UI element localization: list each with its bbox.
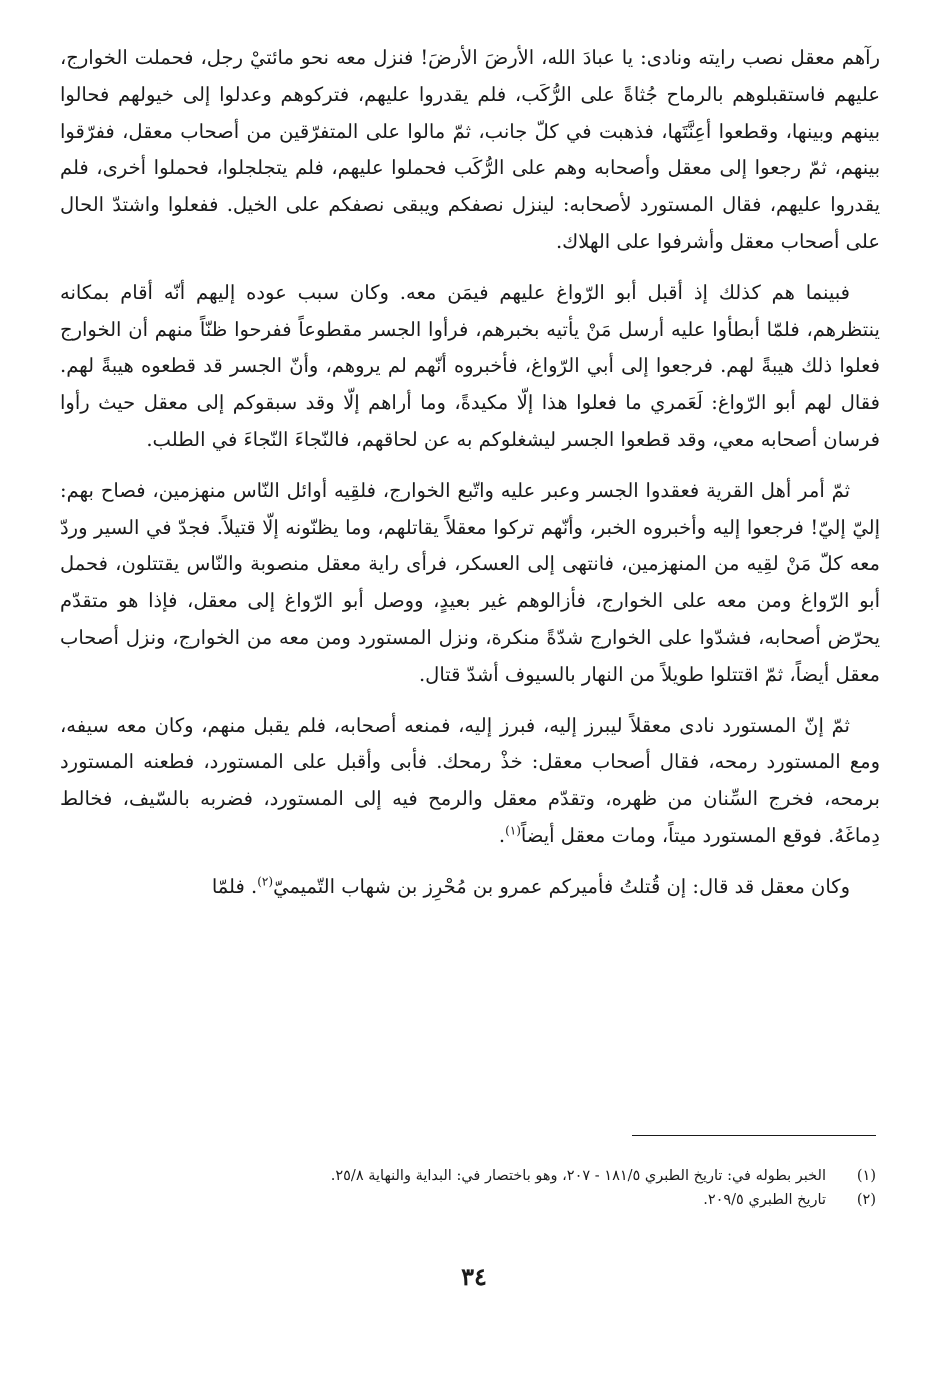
footnotes (76, 1164, 876, 1212)
footnote-1 (76, 1164, 876, 1188)
paragraph-4: ثمّ إنّ المستورد نادى معقلاً ليبرز إليه، فبرز إليه، فمنعه أصحابه، فلم يقبل منهم، وكان معه سيفه، ومع المستورد رمحه، فقال أصحاب معقل: خذْ رمحك. فأبى وأقبل على المستورد، فطعنه المستورد برمحه، فخرج السِّنان من ظهره، وتقدّم معقل والرمح فيه إلى المستورد، فضربه بالسّيف، فخالط دِماغَهُ. فوقع المستورد ميتاً، ومات معقل أيضاً$^{(١)}$. (60, 713, 880, 847)
paragraph-4-text: ثمّ إنّ المستورد نادى معقلاً ليبرز إليه، فبرز إليه، فمنعه أصحابه، فلم يقبل منهم، وكان معه سيفه، ومع المستورد رمحه، فقال أصحاب معقل: خذْ رمحك. فأبى وأقبل على المستورد، فطعنه المستورد برمحه، فخرج السِّنان من ظهره، وتقدّم معقل والرمح فيه إلى المستورد، فضربه بالسّيف، فخالط دِماغَهُ. فوقع المستورد ميتاً، ومات معقل أيضاً (60, 713, 880, 847)
paragraph-5-text: وكان معقل قد قال: إن قُتلتُ فأميركم عمرو بن مُحْرِز بن شهاب التّميميّ (273, 874, 850, 898)
footnote-2 (76, 1188, 876, 1212)
footnote-marker-1[interactable]: (١) (505, 823, 521, 838)
paragraph-3-text: ثمّ أمر أهل القرية فعقدوا الجسر وعبر عليه واتّبع الخوارج، فلقِيه أوائل النّاس منهزمين، فصاح بهم: إليّ إليّ! فرجعوا إليه وأخبروه الخبر، وأنّهم تركوا معقلاً يقاتلهم، وما يظنّونه إلّا قتيلاً. فجدّ في السير وردّ معه كلّ مَنْ لقِيه من المنهزمين، فانتهى إلى العسكر، فرأى راية معقل منصوبة والنّاس يقتتلون، فحمل أبو الرّواغ ومن معه على الخوارج، فأزالوهم غير بعيدٍ، ووصل أبو الرّواغ إلى معقل، فإذا هو متقدّم يحرّض أصحابه، فشدّوا على الخوارج شدّةً منكرة، ونزل المستورد ومن معه من الخوارج، ونزل أصحاب معقل أيضاً، ثمّ اقتتلوا طويلاً من النهار بالسيوف أشدّ قتال. (60, 478, 880, 686)
footnote-separator (632, 1135, 876, 1136)
paragraph-1 (60, 40, 880, 261)
page-number: ٣٤ (461, 1262, 487, 1291)
paragraph-5-tail: فلمّا (211, 874, 245, 898)
paragraph-1-text: رآهم معقل نصب رايته ونادى: يا عبادَ الله، الأرضَ الأرضَ! فنزل معه نحو مائتيْ رجل، فحملت الخوارج، عليهم فاستقبلوهم بالرماح جُثاةً على الرُّكَب، فلم يقدروا عليهم، فتركوهم وعدلوا إلى خيولهم فحالوا بينهم وبينها، وقطعوا أعِنَّتَها، فذهبت في كلّ جانب، ثمّ مالوا على المتفرّقين من أصحاب معقل، ففرّقوا بينهم، ثمّ رجعوا إلى معقل وأصحابه وهم على الرُّكَب فحملوا عليهم، فلم يتجلجلوا، فحملوا أخرى، فلم يقدروا عليهم، فقال المستورد لأصحابه: لينزل نصفكم ويبقى نصفكم على الخيل. ففعلوا واشتدّ الحال على أصحاب معقل وأشرفوا على الهلاك. (60, 46, 880, 253)
paragraph-2 (60, 275, 880, 459)
footnote-number: (٢) (856, 1192, 876, 1208)
main-text (60, 40, 880, 920)
footnote-text: الخبر بطوله في: تاريخ الطبري ١٨١/٥ - ٢٠٧، وهو باختصار في: البداية والنهاية ٢٥/٨. (330, 1168, 826, 1184)
paragraph-5: وكان معقل قد قال: إن قُتلتُ فأميركم عمرو بن مُحْرِز بن شهاب التّميميّ$^{(٢)}$. فلمّا (211, 874, 850, 898)
paragraph-3 (60, 473, 880, 694)
footnote-number: (١) (856, 1168, 876, 1184)
footnote-text: تاريخ الطبري ٢٠٩/٥. (703, 1192, 826, 1208)
paragraph-2-text: فبينما هم كذلك إذ أقبل أبو الرّواغ عليهم فيمَن معه. وكان سبب عوده إليهم أنّه أقام بمكانه ينتظرهم، فلمّا أبطأوا عليه أرسل مَنْ يأتيه بخبرهم، فرأوا الجسر مقطوعاً ففرحوا ظنّاً منهم أن الخوارج فعلوا ذلك هيبةً لهم. فرجعوا إلى أبي الرّواغ، فأخبروه أنّهم لم يروهم، وأنّ الجسر قد قطعوه هيبةً لهم. فقال لهم أبو الرّواغ: لَعَمري ما فعلوا هذا إلّا مكيدةً، وما أراهم إلّا وقد سبقوكم إلى معقل حيث رأوا فرسان أصحابه معي، وقد قطعوا الجسر ليشغلوكم به عن لحاقهم، فالنّجاءَ النّجاءَ في الطلب. (60, 280, 880, 451)
footnote-marker-2[interactable]: (٢) (257, 874, 274, 889)
